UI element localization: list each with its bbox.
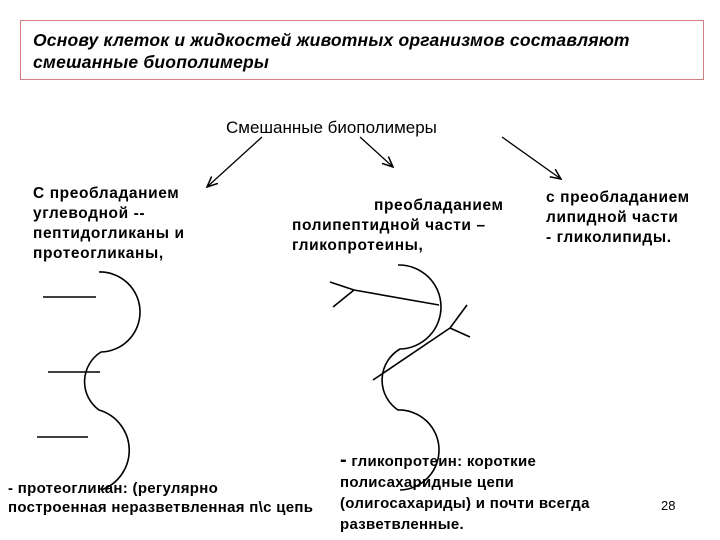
proteoglycan-caption-line: построенная неразветвленная п\с цепь: [8, 499, 314, 516]
glycoprotein-caption: [340, 450, 640, 535]
glycoprotein-caption-line: полисахаридные цепи: [340, 474, 514, 491]
caption-dash: -: [340, 449, 347, 471]
category-carbohydrate-line: протеогликаны,: [33, 245, 164, 262]
glycoprotein-caption-line: гликопротеин: короткие: [346, 453, 537, 470]
diagram-heading: Смешанные биополимеры: [226, 118, 437, 137]
category-carbohydrate: [33, 184, 253, 264]
arrow-middle: [360, 137, 393, 167]
category-carbohydrate-line: углеводной --: [33, 205, 146, 222]
category-polypeptide-line: преобладанием: [374, 197, 504, 214]
category-carbohydrate-line: пептидогликаны и: [33, 225, 185, 242]
category-lipid: [546, 188, 716, 248]
category-lipid-line: с преобладанием: [546, 189, 690, 206]
category-carbohydrate-line: С преобладанием: [33, 185, 180, 202]
slide-title: Основу клеток и жидкостей животных организмов составляют смешанные биополимеры: [33, 30, 630, 72]
glycoprotein-caption-line: разветвленные.: [340, 516, 464, 533]
glycoprotein-caption-line: (олигосахариды) и почти всегда: [340, 495, 590, 512]
glycoprotein-branch: [330, 282, 439, 307]
category-polypeptide: [292, 196, 532, 256]
page-number: 28: [661, 498, 676, 513]
arrow-left: [207, 137, 262, 187]
category-lipid-line: - гликолипиды.: [546, 229, 672, 246]
proteoglycan-backbone: [85, 272, 140, 490]
category-polypeptide-line: полипептидной части –: [292, 217, 486, 234]
proteoglycan-schematic: [37, 272, 140, 490]
proteoglycan-caption-line: - протеогликан: (регулярно: [8, 480, 219, 497]
category-polypeptide-line: гликопротеины,: [292, 237, 424, 254]
arrow-right: [502, 137, 561, 179]
category-lipid-line: липидной части: [546, 209, 679, 226]
